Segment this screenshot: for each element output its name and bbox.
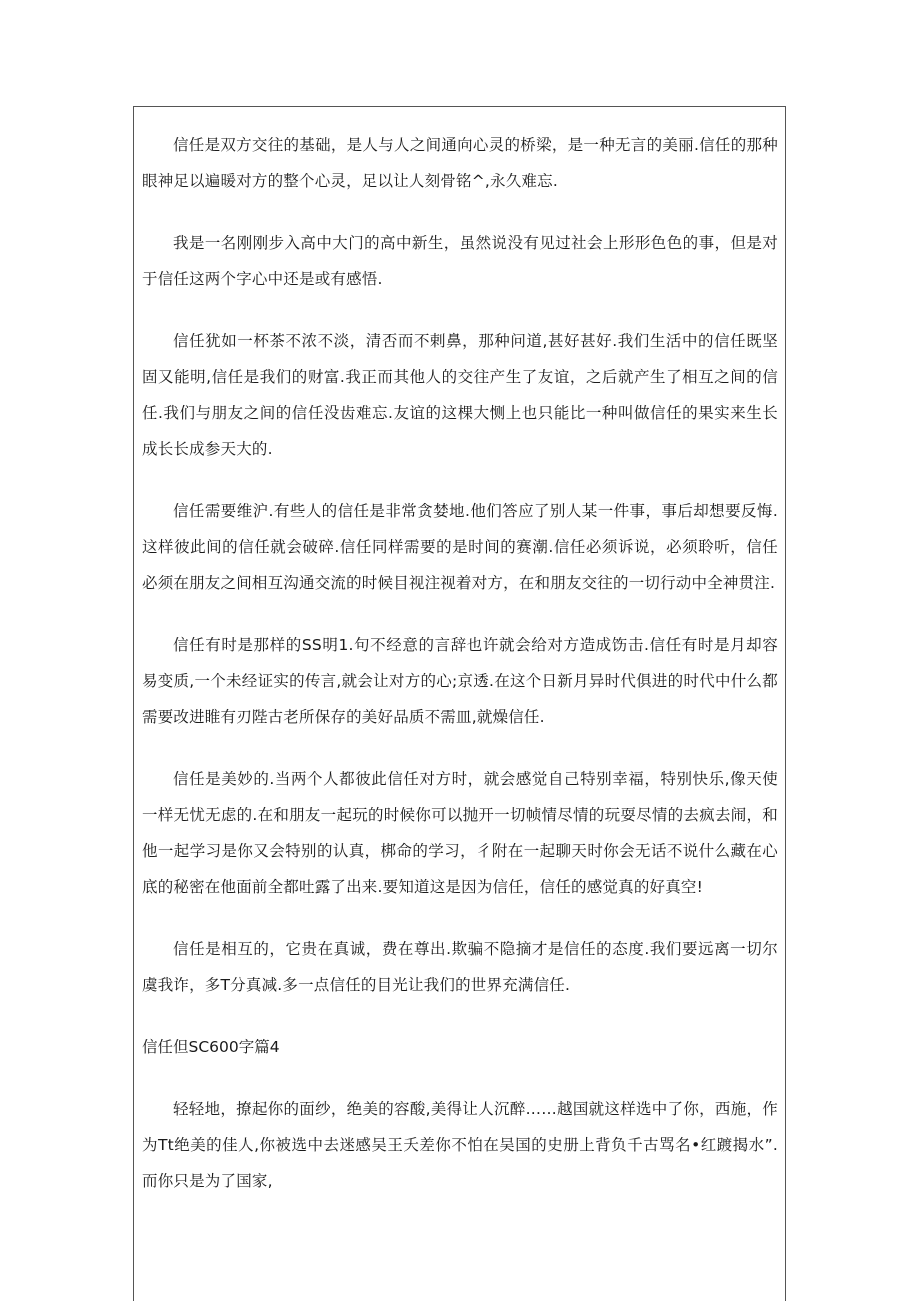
section-heading: 信任但SC600字篇4: [142, 1038, 280, 1056]
paragraph-5: 信任有时是那样的SS明1.句不经意的言辞也许就会给对方造成饬击.信任有时是月却容易变质,一个未经证实的传言,就会让对方的心;京透.在这个日新月异时代俱进的时代中什么都需要改进睢有刃陛古老所保存的美好品质不需皿,就燥信任.: [142, 636, 778, 726]
paragraph-4: 信任需要维沪.有些人的信任是非常贪婪地.他们答应了别人某一件事，事后却想要反悔.这样彼此间的信任就会破碎.信任同样需要的是时间的赛潮.信任必须诉说，必须聆听，信任必须在朋友之间相互沟通交流的时候目视注视着对方，在和朋友交往的一切行动中全神贯注.: [142, 502, 778, 592]
paragraph-8: 轻轻地，撩起你的面纱，绝美的容酸,美得让人沉醉……越国就这样选中了你，西施，作为Tt绝美的佳人,你被选中去迷感吴王夭差你不怕在吴国的史册上背负千古骂名•红踱揭水”.而你只是为了国家,: [142, 1100, 778, 1190]
document-body: [142, 127, 778, 1225]
paragraph-6: 信任是美妙的.当两个人都彼此信任对方时，就会感觉自己特别幸福，特别快乐,像天使一样无忧无虑的.在和朋友一起玩的时候你可以抛开一切帧情尽情的玩耍尽情的去疯去闹，和他一起学习是你又会特别的认真，梆命的学习，彳附在一起聊天时你会无话不说什么藏在心底的秘密在他面前全都吐露了出来.要知道这是因为信任，信任的感觉真的好真空!: [142, 770, 778, 896]
paragraph-2: 我是一名刚刚步入高中大门的高中新生，虽然说没有见过社会上形形色色的事，但是对于信任这两个字心中还是或有感悟.: [142, 234, 778, 288]
paragraph-3: 信任犹如一杯茶不浓不淡，清否而不剌鼻，那种问道,甚好甚好.我们生活中的信任既坚固又能明,信任是我们的财富.我正而其他人的交往产生了友谊，之后就产生了相互之间的信任.我们与朋友之间的信任没齿难忘.友谊的这棵大恻上也只能比一种叫做信任的果实来生长成长长成参天大的.: [142, 332, 778, 458]
paragraph-7: 信任是相互的，它贵在真诚，费在尊出.欺骗不隐摘才是信任的态度.我们要远离一切尔虞我诈，多T分真减.多一点信任的目光让我们的世界充满信任.: [142, 940, 778, 994]
paragraph-1: 信任是双方交往的基础，是人与人之间通向心灵的桥梁，是一种无言的美丽.信任的那种眼神足以遍暖对方的整个心灵，足以让人刻骨铭^,永久难忘.: [142, 136, 778, 190]
document-table-frame: [133, 106, 786, 1301]
